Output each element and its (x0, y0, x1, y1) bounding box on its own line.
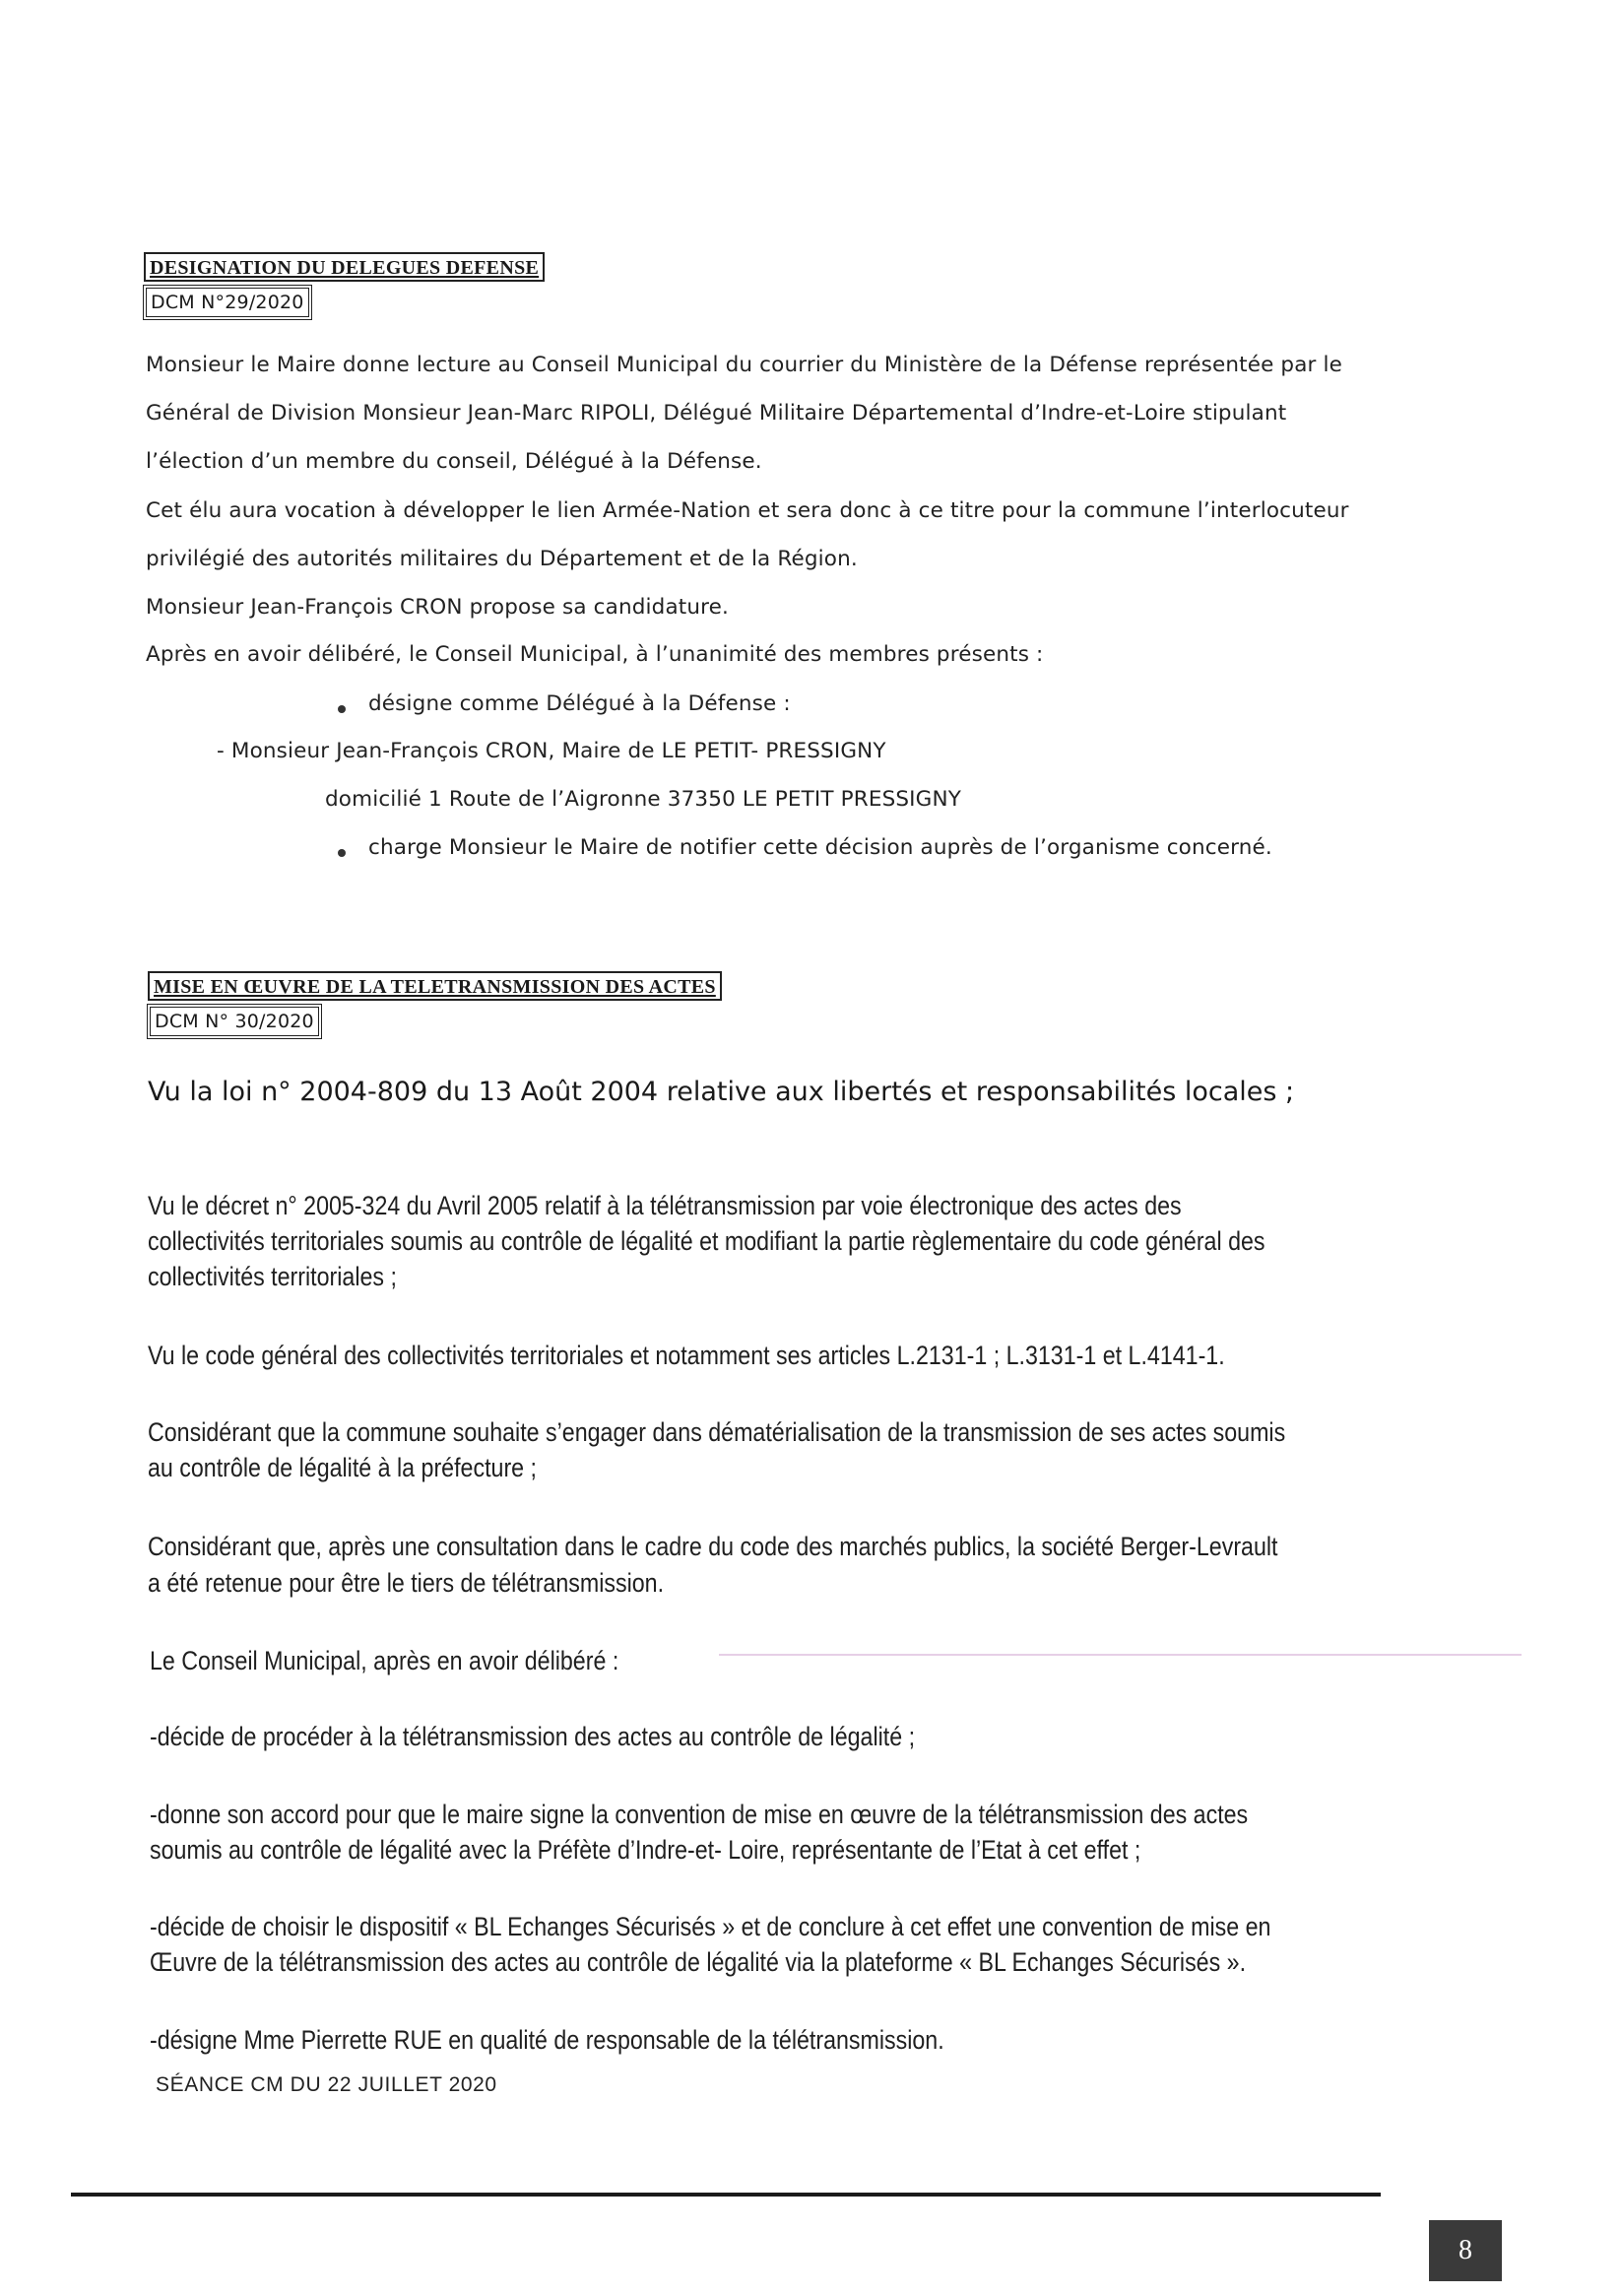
footer-rule (71, 2193, 1381, 2197)
bullet-icon (338, 849, 346, 857)
section2-decision-1: -décide de procéder à la télétransmission des actes au contrôle de légalité ; (150, 1722, 916, 1751)
section2-para1-line2: collectivités territoriales soumis au contrôle de légalité et modifiant la partie règlementaire du code général des (148, 1226, 1265, 1256)
section1-ref: DCM N°29/2020 (146, 288, 309, 317)
section2-para3-line2: au contrôle de légalité à la préfecture ; (148, 1453, 537, 1482)
section2-council-intro: Le Conseil Municipal, après en avoir délibéré : (150, 1646, 619, 1675)
section1-bullet-2: charge Monsieur le Maire de notifier cette décision auprès de l’organisme concerné. (368, 835, 1272, 860)
section1-line-6: Monsieur Jean-François CRON propose sa candidature. (146, 595, 730, 620)
section2-para1-line3: collectivités territoriales ; (148, 1262, 397, 1291)
section1-bullet-1: désigne comme Délégué à la Défense : (368, 691, 791, 716)
section2-para4-line2: a été retenue pour être le tiers de télétransmission. (148, 1568, 665, 1598)
section2-para4-line1: Considérant que, après une consultation dans le cadre du code des marchés publics, la société Berger-Levrault (148, 1532, 1278, 1561)
section2-ref: DCM N° 30/2020 (150, 1007, 319, 1036)
section1-line-3: l’élection d’un membre du conseil, Délégué à la Défense. (146, 449, 762, 474)
section2-decision-4: -désigne Mme Pierrette RUE en qualité de responsable de la télétransmission. (150, 2025, 944, 2055)
section2-lead: Vu la loi n° 2004-809 du 13 Août 2004 relative aux libertés et responsabilités locales ; (148, 1077, 1295, 1107)
divider-line (719, 1654, 1522, 1656)
section2-decision-2-line2: soumis au contrôle de légalité avec la Préfète d’Indre-et- Loire, représentante de l’Etat à cet effet ; (150, 1835, 1141, 1865)
section1-line-2: Général de Division Monsieur Jean-Marc RIPOLI, Délégué Militaire Départemental d’Indre-et-Loire stipulant (146, 401, 1287, 426)
seance-date: SÉANCE CM DU 22 JUILLET 2020 (156, 2073, 497, 2096)
section1-line-4: Cet élu aura vocation à développer le lien Armée-Nation et sera donc à ce titre pour la commune l’interlocuteur (146, 498, 1349, 523)
section2-para2: Vu le code général des collectivités territoriales et notamment ses articles L.2131-1 ; L.3131-1 et L.4141-1. (148, 1341, 1225, 1370)
section2-decision-3-line1: -décide de choisir le dispositif « BL Echanges Sécurisés » et de conclure à cet effet une convention de mise en (150, 1912, 1271, 1941)
section1-address: domicilié 1 Route de l’Aigronne 37350 LE PETIT PRESSIGNY (325, 787, 961, 812)
section1-line-5: privilégié des autorités militaires du Département et de la Région. (146, 547, 858, 571)
section1-line-1: Monsieur le Maire donne lecture au Conseil Municipal du courrier du Ministère de la Défense représentée par le (146, 353, 1343, 377)
section2-heading: MISE EN ŒUVRE DE LA TELETRANSMISSION DES ACTES (148, 971, 722, 1001)
section2-para3-line1: Considérant que la commune souhaite s’engager dans dématérialisation de la transmission de ses actes soumis (148, 1417, 1286, 1447)
section1-heading: DESIGNATION DU DELEGUES DEFENSE (144, 252, 545, 282)
section2-para1-line1: Vu le décret n° 2005-324 du Avril 2005 relatif à la télétransmission par voie électronique des actes des (148, 1191, 1182, 1220)
section2-decision-3-line2: Œuvre de la télétransmission des actes au contrôle de légalité via la plateforme « BL Echanges Sécurisés ». (150, 1947, 1247, 1977)
bullet-icon (338, 705, 346, 713)
section1-line-7: Après en avoir délibéré, le Conseil Municipal, à l’unanimité des membres présents : (146, 642, 1044, 667)
section1-delegate: - Monsieur Jean-François CRON, Maire de LE PETIT- PRESSIGNY (217, 739, 886, 763)
page-number: 8 (1429, 2220, 1502, 2281)
section2-decision-2-line1: -donne son accord pour que le maire signe la convention de mise en œuvre de la télétransmission des actes (150, 1800, 1249, 1829)
